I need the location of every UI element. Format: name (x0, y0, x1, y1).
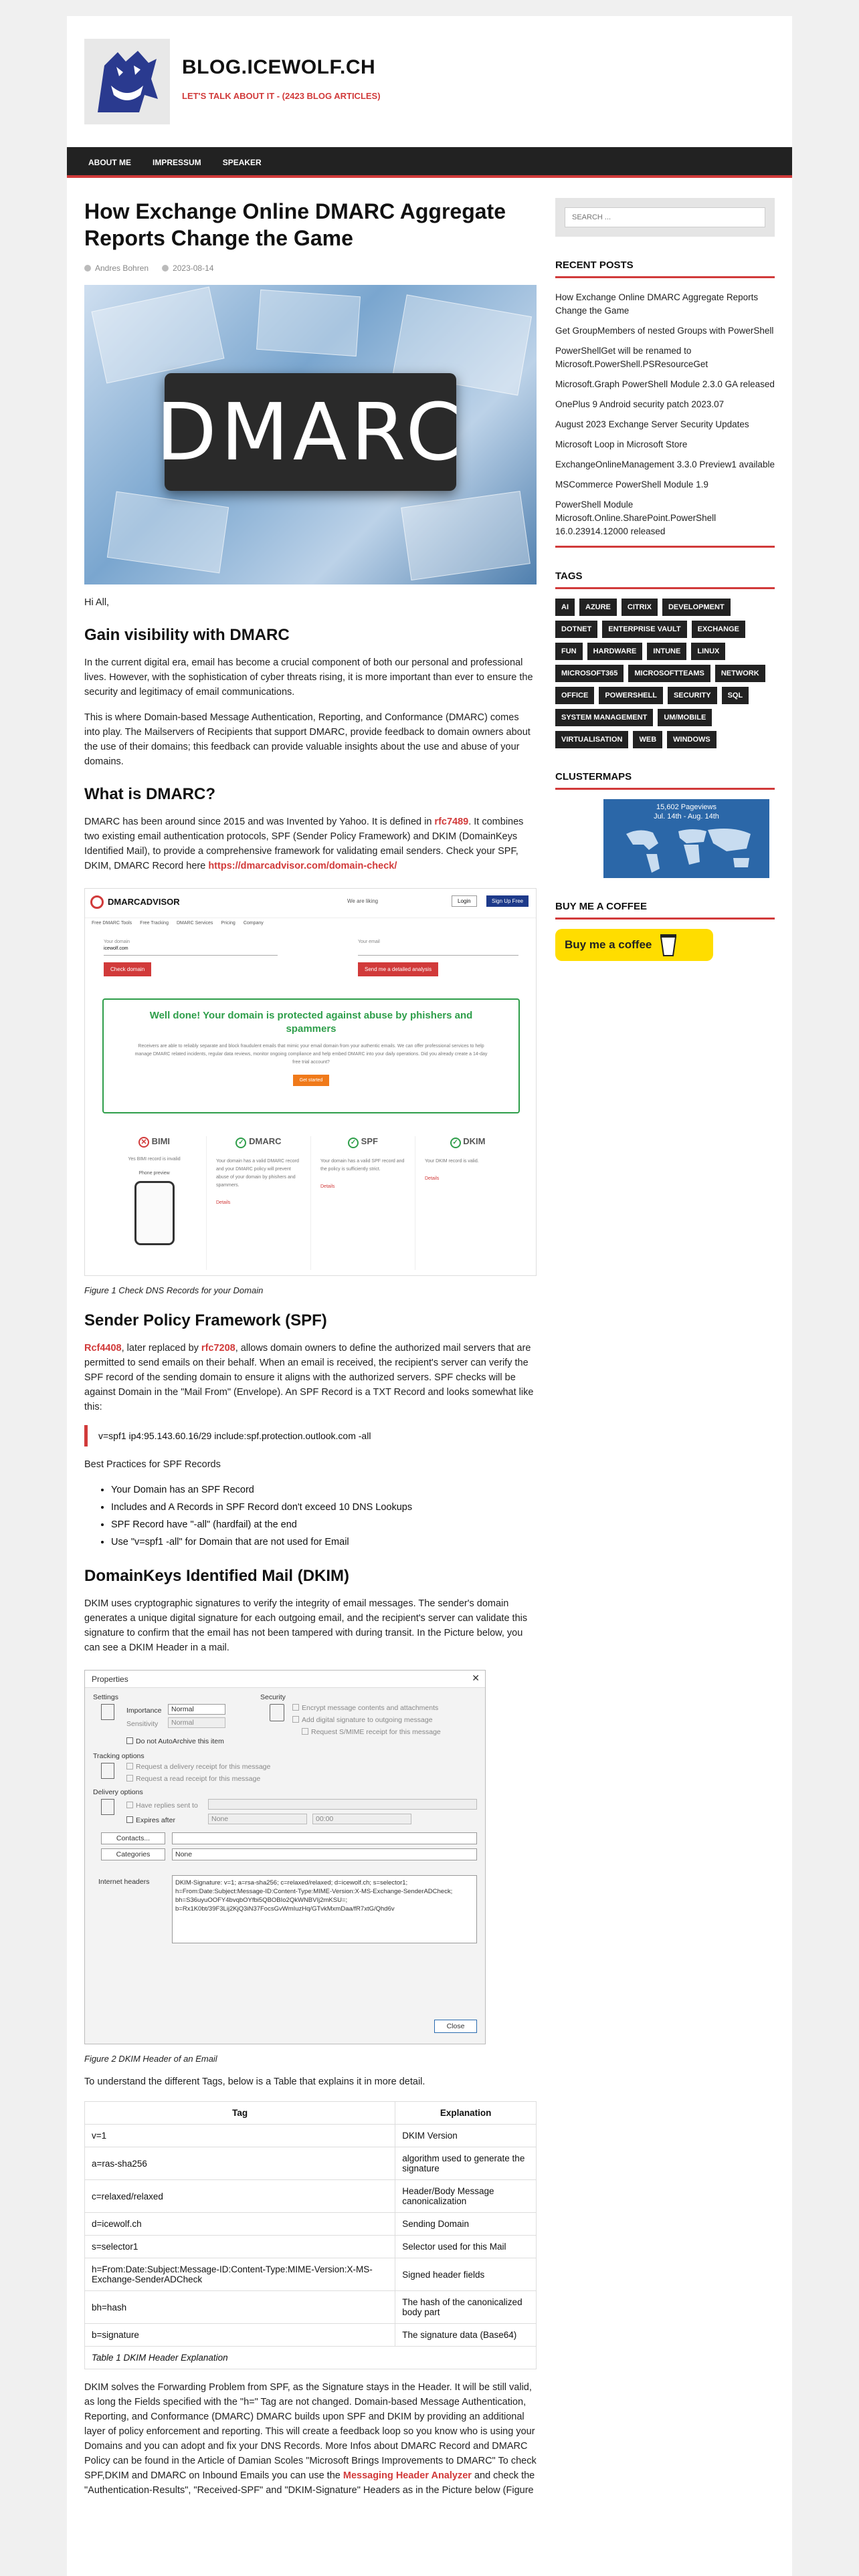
spf-details-link[interactable]: Details (320, 1184, 335, 1189)
hero-image (84, 285, 537, 584)
recent-post-link[interactable]: PowerShell Module Microsoft.Online.SharePoint.PowerShell 16.0.23914.12000 released (555, 500, 717, 536)
fail-icon: ✕ (138, 1137, 149, 1148)
login-button[interactable]: Login (452, 895, 477, 907)
divider (555, 546, 775, 548)
dialog-title: Properties (92, 1675, 128, 1684)
paragraph: DKIM solves the Forwarding Problem from SPF, as the Signature stays in the Header. It will be still valid, as long the Fields specified with the "h=" Tag are not changed. Domain-based Message Authentication, Reporting, and Conformance (DMARC) DMARC builds upon SPF and DKIM by providing an additional layer of policy enforcement and reporting. This will create a feedback loop so you know who is using your Domains and you can adopt and fix your DNS Records. More Infos about DMARC Record and DMARC Policy can be found in the Article of Damian Scoles "Microsoft Brings Improvements to DMARC" To check SPF,DKIM and DMARC on Inbound Emails you can use the Messaging Header Analyzer and check the "Authentication-Results", "Received-SPF" and "DKIM-Signature" Headers as in the Picture below (Figure (84, 2382, 537, 2496)
paragraph: DMARC has been around since 2015 and was Invented by Yahoo. It is defined in rfc7489. It combines two existing email authentication protocols, SPF (Sender Policy Framework) and DKIM (DomainKeys Identified Mail), to provide a comprehensive framework for validating email senders. Check your SPF, DKIM, DMARC Record here https://dmarcadvisor.com/domain-check/ (84, 817, 524, 871)
table-row: d=icewolf.ch Sending Domain (85, 2213, 537, 2236)
email-input[interactable] (358, 946, 518, 956)
tag-link[interactable]: OFFICE (555, 687, 594, 704)
dmarc-details-link[interactable]: Details (216, 1200, 231, 1205)
table-row: h=From:Date:Subject:Message-ID:Content-Type:MIME-Version:X-MS-Exchange-SenderADCheck Signed header fields (85, 2258, 537, 2291)
messaging-header-analyzer-link[interactable]: Messaging Header Analyzer (343, 2470, 472, 2481)
check-icon: ✓ (348, 1138, 359, 1148)
recent-posts-widget (555, 259, 775, 548)
heading-spf: Sender Policy Framework (SPF) (84, 1311, 327, 1329)
recent-post-link[interactable]: ExchangeOnlineManagement 3.3.0 Preview1 available (555, 459, 775, 469)
tag-link[interactable]: AI (555, 599, 575, 616)
table-header: Tag Explanation (85, 2102, 537, 2125)
categories-input[interactable]: None (172, 1848, 477, 1860)
tag-link[interactable]: SQL (722, 687, 749, 704)
site-logo[interactable] (84, 39, 170, 124)
recent-post-link[interactable]: Microsoft.Graph PowerShell Module 2.3.0 GA released (555, 379, 775, 389)
clustermaps-title: CLUSTERMAPS (555, 771, 775, 790)
rfc7489-link[interactable]: rfc7489 (434, 817, 469, 827)
paragraph: DKIM uses cryptographic signatures to verify the integrity of email messages. The sender's domain generates a unique digital signature for each outgoing email, and the recipient's server can validate this signature to confirm that the email has not been tampered with during transit. In the Picture below, you can see a DKIM Header in a mail. (84, 1598, 528, 1653)
card-dmarc: ✓ DMARC Your domain has a valid DMARC record and your DMARC policy will prevent abuse of your domain by phishers and spammers. Details (207, 1136, 311, 1270)
tag-link[interactable]: UM/MOBILE (658, 709, 712, 726)
rfc4408-link[interactable]: Rcf4408 (84, 1343, 122, 1354)
dmarcadvisor-brand: DMARCADVISOR (108, 897, 180, 907)
list-item: • Includes and A Records in SPF Record don't exceed 10 DNS Lookups (111, 1499, 537, 1516)
heading-what-is-dmarc: What is DMARC? (84, 785, 215, 803)
recent-post-link[interactable]: August 2023 Exchange Server Security Updates (555, 419, 749, 429)
contacts-button[interactable]: Contacts... (101, 1832, 165, 1844)
paragraph: This is where Domain-based Message Authentication, Reporting, and Conformance (DMARC) comes into play. The Mailservers of Recipients that support DMARC, provide feedback to domain owners about the use of their domains; this feedback can provide valuable insights about the use and abuse of your domains. (84, 712, 531, 767)
expires-date-select[interactable]: None (208, 1814, 307, 1824)
nav-speaker[interactable]: SPEAKER (222, 158, 262, 167)
dmarc-plate (156, 373, 465, 491)
paragraph: To understand the different Tags, below is a Table that explains it in more detail. (84, 2076, 425, 2087)
recent-post-link[interactable]: OnePlus 9 Android security patch 2023.07 (555, 399, 725, 409)
recent-post-link[interactable]: How Exchange Online DMARC Aggregate Reports Change the Game (555, 292, 759, 316)
dmarcadvisor-logo-icon (90, 895, 104, 909)
signature-checkbox[interactable] (292, 1716, 299, 1723)
figure-properties-dialog[interactable]: Properties ✕ Settings Importance Normal Sensitivity Normal Do not AutoArchive this item Security Encrypt message contents and attachments Add digital signature to outgoing message Request S/MIME receipt for this message Tracking options Request a delivery receipt for this message Request a read receipt for this message Delivery options Have replies sent to Expires after None 00:00 Contacts... Categories None Internet headers DKIM-Signature: v=1; a=rsa-sha256; c=relaxed/relaxed; d=icewolf.ch; s=selector1; h=From:Date:Subject:Message-ID:Content-Type:MIME-Version:X-MS-Exchange-SenderADCheck; bh=S36uyuOOFY4bvqbOYfbi5QBOBIo2QkWNBVIj2mKSU=; b=Rx1K0bt/39F3Lij2KjQ3iN37FocsGvWmIuzHq/GTvkMxmDaa/fR7xtG/Qhd6v Close (84, 1670, 486, 2044)
tag-link[interactable]: ENTERPRISE VAULT (602, 621, 686, 638)
read-receipt-checkbox[interactable] (126, 1775, 133, 1782)
paragraph: In the current digital era, email has become a crucial component of both our personal and professional lives. However, with the sophistication of cyber threats rising, it is more important than ever to ensure the security and legitimacy of email communications. (84, 657, 533, 697)
greeting: Hi All, (84, 597, 110, 608)
lock-icon (270, 1704, 284, 1721)
world-map-icon (619, 825, 760, 874)
list-item: • SPF Record have "-all" (hardfail) at the end (111, 1516, 537, 1533)
success-box: Well done! Your domain is protected against abuse by phishers and spammers Receivers are able to reliably separate and block fraudulent emails that mimic your email domain from your authentic emails. We can offer professional services to help manage DMARC related incidents, regular data reviews, monitor ongoing compliance and help embed DMARC into your daily operations. Did you already create a 14-day free trial account? Get started (102, 998, 520, 1113)
tag-link[interactable]: HARDWARE (587, 643, 643, 660)
post-date: 2023-08-14 (173, 263, 214, 273)
tag-link[interactable]: LINUX (691, 643, 725, 660)
dmarcadvisor-link[interactable]: https://dmarcadvisor.com/domain-check/ (208, 861, 397, 871)
tag-link[interactable]: WEB (633, 731, 662, 748)
table-row: b=signature The signature data (Base64) (85, 2324, 537, 2347)
dkim-tags-table (84, 2101, 537, 2369)
nav-about-me[interactable]: ABOUT ME (88, 158, 131, 167)
tag-link[interactable]: NETWORK (715, 665, 765, 682)
search-input[interactable] (565, 207, 765, 227)
best-practices-title: Best Practices for SPF Records (84, 1459, 221, 1470)
recent-post-link[interactable]: MSCommerce PowerShell Module 1.9 (555, 479, 708, 490)
figure-caption: Figure 1 Check DNS Records for your Domain (84, 1285, 264, 1295)
article (84, 198, 537, 2498)
tag-link[interactable]: EXCHANGE (692, 621, 745, 638)
record-cards (102, 1136, 520, 1270)
recent-post-link[interactable]: Get GroupMembers of nested Groups with PowerShell (555, 326, 774, 336)
replies-input[interactable] (208, 1799, 477, 1810)
list-item: • Your Domain has an SPF Record (111, 1481, 537, 1499)
recent-post-link[interactable]: Microsoft Loop in Microsoft Store (555, 439, 688, 449)
expires-time-select[interactable]: 00:00 (312, 1814, 411, 1824)
categories-button[interactable]: Categories (101, 1848, 165, 1860)
page (67, 16, 792, 2576)
coffee-widget (555, 901, 775, 961)
internet-headers-textarea[interactable]: DKIM-Signature: v=1; a=rsa-sha256; c=relaxed/relaxed; d=icewolf.ch; s=selector1; h=From:Date:Subject:Message-ID:Content-Type:MIME-Version:X-MS-Exchange-SenderADCheck; bh=S36uyuOOFY4bvqbOYfbi5QBOBIo2QkWNBVIj2mKSU=; b=Rx1K0bt/39F3Lij2KjQ3iN37FocsGvWmIuzHq/GTvkMxmDaa/fR7xtG/Qhd6v (172, 1875, 477, 1943)
table-row: v=1 DKIM Version (85, 2125, 537, 2147)
recent-post-link[interactable]: PowerShellGet will be renamed to Microsoft.PowerShell.PSResourceGet (555, 346, 708, 369)
main-nav (67, 147, 792, 178)
language-text: We are liking (347, 898, 379, 904)
coffee-title: BUY ME A COFFEE (555, 901, 775, 920)
card-dkim: ✓ DKIM Your DKIM record is valid. Details (415, 1136, 520, 1270)
heading-dkim: DomainKeys Identified Mail (DKIM) (84, 1567, 350, 1585)
dialog-close-button[interactable]: Close (434, 2020, 477, 2033)
smime-checkbox[interactable] (302, 1728, 308, 1735)
paragraph: Rcf4408, later replaced by rfc7208, allows domain owners to define the authorized mail servers that are permitted to send emails on their behalf. When an email is received, the recipient's server can verify the SPF record of the sending domain to ensure it aligns with the authorized servers. SPF checks will be against Domain in the "Mail From" (Envelope). An SPF Record is a TXT Record and looks somewhat like this: (84, 1343, 534, 1412)
send-analysis-button[interactable]: Send me a detailed analysis (358, 962, 438, 976)
tag-link[interactable]: VIRTUALISATION (555, 731, 628, 748)
domain-input[interactable]: icewolf.com (104, 946, 278, 956)
tag-link[interactable]: MICROSOFTTEAMS (628, 665, 710, 682)
heading-visibility: Gain visibility with DMARC (84, 626, 290, 644)
tracking-icon (101, 1763, 114, 1779)
list-item: • Use "v=spf1 -all" for Domain that are not used for Email (111, 1533, 537, 1551)
tag-link[interactable]: POWERSHELL (599, 687, 663, 704)
site-description: LET'S TALK ABOUT IT - (2423 BLOG ARTICLES) (182, 91, 381, 101)
hero-text: DMARC (156, 386, 465, 478)
table-row: s=selector1 Selector used for this Mail (85, 2236, 537, 2258)
tag-link[interactable]: SYSTEM MANAGEMENT (555, 709, 653, 726)
phone-preview-icon (134, 1181, 175, 1245)
figure-caption: Figure 2 DKIM Header of an Email (84, 2054, 217, 2064)
check-icon: ✓ (450, 1138, 461, 1148)
site-header (67, 16, 792, 147)
close-icon[interactable]: ✕ (472, 1673, 480, 1683)
tags-widget (555, 570, 775, 748)
importance-select[interactable]: Normal (168, 1704, 225, 1715)
clustermaps-widget (555, 771, 775, 878)
expires-checkbox[interactable] (126, 1816, 133, 1823)
rfc7208-link[interactable]: rfc7208 (201, 1343, 235, 1354)
encrypt-checkbox[interactable] (292, 1704, 299, 1711)
table-row: a=ras-sha256 algorithm used to generate the signature (85, 2147, 537, 2180)
post-title: How Exchange Online DMARC Aggregate Reports Change the Game (84, 199, 506, 250)
clock-icon (162, 265, 169, 272)
delivery-icon (101, 1799, 114, 1815)
search-widget (555, 198, 775, 237)
tag-link[interactable]: DEVELOPMENT (662, 599, 731, 616)
contacts-input[interactable] (172, 1832, 477, 1844)
tag-link[interactable]: DOTNET (555, 621, 597, 638)
card-spf: ✓ SPF Your domain has a valid SPF record and the policy is sufficiently strict. Details (311, 1136, 415, 1270)
signup-button[interactable]: Sign Up Free (486, 895, 529, 907)
table-caption-row: Table 1 DKIM Header Explanation (85, 2347, 537, 2369)
autoarchive-checkbox[interactable] (126, 1737, 133, 1744)
spf-record-quote: v=spf1 ip4:95.143.60.16/29 include:spf.protection.outlook.com -all (84, 1425, 537, 1446)
figure-dmarcadvisor-screenshot[interactable]: DMARCADVISOR We are liking Login Sign Up Free Free DMARC Tools Free Tracking DMARC Services Pricing Company Your domain icewolf.com Your email Check domain Send me a detailed analysis Well done! Your domain is protected against abuse by phishers and spammers Receivers are able to reliably separate and block fraudulent emails that mimic your email domain from your authentic emails. We can offer professional services to help manage DMARC related incidents, regular data reviews, monitor ongoing compliance and help embed DMARC into your daily operations. Did you already create a 14-day free trial account? Get started ✕ BIMI Yes BIMI record is invalid Phone preview ✓ DMARC Your domain has a valid DMARC record and your DMARC policy will prevent abuse of your domain by phishers and spammers. Details ✓ SPF Your domain has a valid SPF record and the policy is sufficiently strict. Details ✓ DKIM Your DKIM record is valid. Details (84, 888, 537, 1276)
buy-me-a-coffee-button[interactable]: Buy me a coffee (555, 929, 713, 961)
tags-title: TAGS (555, 570, 775, 589)
tag-link[interactable]: SECURITY (668, 687, 717, 704)
best-practices-list (84, 1481, 537, 1551)
tag-link[interactable]: MICROSOFT365 (555, 665, 624, 682)
delivery-receipt-checkbox[interactable] (126, 1763, 133, 1769)
table-row: c=relaxed/relaxed Header/Body Message canonicalization (85, 2180, 537, 2213)
post-meta (84, 263, 537, 273)
tag-cloud (555, 599, 775, 748)
clustermap-image[interactable]: 15,602 Pageviews Jul. 14th - Aug. 14th (603, 799, 769, 878)
settings-icon (101, 1704, 114, 1720)
tag-link[interactable]: WINDOWS (667, 731, 717, 748)
check-icon: ✓ (235, 1138, 246, 1148)
tag-link[interactable]: FUN (555, 643, 583, 660)
post-author[interactable]: Andres Bohren (95, 263, 149, 273)
nav-impressum[interactable]: IMPRESSUM (153, 158, 201, 167)
tag-link[interactable]: CITRIX (622, 599, 658, 616)
dkim-details-link[interactable]: Details (425, 1176, 440, 1181)
recent-posts-title: RECENT POSTS (555, 259, 775, 278)
author-icon (84, 265, 91, 272)
tag-link[interactable]: AZURE (579, 599, 617, 616)
sidebar (555, 198, 775, 984)
get-started-button[interactable]: Get started (293, 1075, 330, 1086)
site-title[interactable]: BLOG.ICEWOLF.CH (182, 56, 376, 78)
table-row: bh=hash The hash of the canonicalized body part (85, 2291, 537, 2324)
sensitivity-select[interactable]: Normal (168, 1717, 225, 1728)
check-domain-button[interactable]: Check domain (104, 962, 151, 976)
coffee-cup-icon (658, 933, 678, 957)
card-bimi: ✕ BIMI Yes BIMI record is invalid Phone preview (102, 1136, 207, 1270)
dmarcadvisor-menu: Free DMARC Tools Free Tracking DMARC Services Pricing Company (92, 921, 264, 926)
replies-checkbox[interactable] (126, 1802, 133, 1808)
tag-link[interactable]: INTUNE (647, 643, 686, 660)
